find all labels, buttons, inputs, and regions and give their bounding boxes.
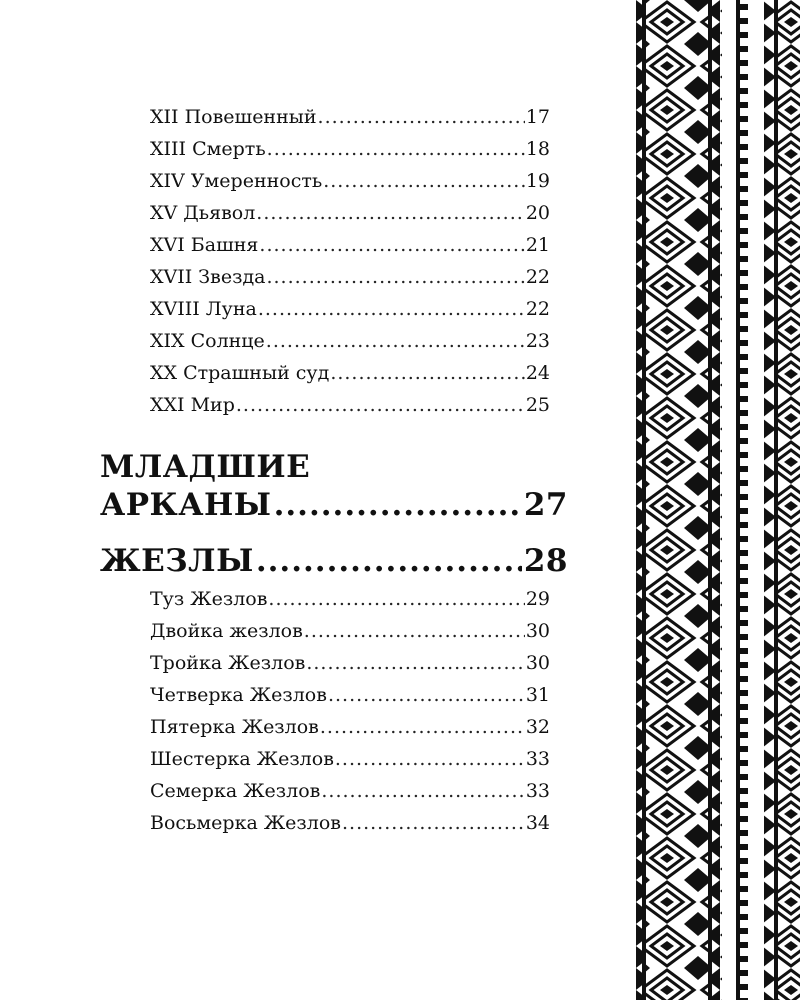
toc-entry-wands-three[interactable] [150, 649, 550, 677]
dot-leader [342, 809, 525, 837]
toc-entry-title: XV Дьявол [150, 202, 256, 224]
toc-entry-page: 18 [525, 138, 550, 160]
toc-entry-xviii[interactable] [150, 295, 550, 323]
dot-leader [259, 231, 524, 259]
toc-entry-xii[interactable] [150, 103, 550, 131]
toc-entry-page: 33 [525, 780, 550, 802]
toc-entry-xiii[interactable] [150, 135, 550, 163]
dot-leader [328, 681, 525, 709]
border-diamond-band [646, 0, 708, 1000]
dot-leader [266, 263, 524, 291]
toc-entry-title: Туз Жезлов [150, 588, 268, 610]
toc-entry-page: 31 [525, 684, 550, 706]
toc-entry-title: XVIII Луна [150, 298, 257, 320]
toc-entry-page: 22 [525, 298, 550, 320]
toc-entry-page: 33 [525, 748, 550, 770]
section-heading-line1: МЛАДШИЕ [100, 449, 311, 485]
toc-entry-title: XII Повешенный [150, 106, 317, 128]
dot-leader [306, 649, 524, 677]
toc-entry-xix[interactable] [150, 327, 550, 355]
section-heading-minor-arcana[interactable] [100, 448, 568, 524]
toc-entry-page: 29 [525, 588, 550, 610]
toc-entry-wands-two[interactable] [150, 617, 550, 645]
section-heading-line2: АРКАНЫ [100, 487, 272, 523]
dot-leader [268, 585, 524, 613]
toc-entry-title: XIII Смерть [150, 138, 266, 160]
toc-entry-page: 23 [525, 330, 550, 352]
dot-leader [267, 135, 525, 163]
toc-entry-title: XIX Солнце [150, 330, 265, 352]
toc-entry-page: 20 [525, 202, 550, 224]
toc-entry-xvii[interactable] [150, 263, 550, 291]
toc-entry-title: XVII Звезда [150, 266, 266, 288]
dot-leader [320, 713, 525, 741]
toc-entry-wands-seven[interactable] [150, 777, 550, 805]
toc-entry-title: XIV Умеренность [150, 170, 323, 192]
dot-leader [274, 486, 522, 524]
dot-leader [256, 199, 525, 227]
dot-leader [258, 295, 525, 323]
toc-entry-page: 25 [525, 394, 550, 416]
dot-leader [330, 359, 525, 387]
section-heading-title: ЖЕЗЛЫ [100, 543, 254, 579]
toc-entry-page: 32 [525, 716, 550, 738]
toc-entry-title: XX Страшный суд [150, 362, 330, 384]
dot-leader [304, 617, 525, 645]
toc-entry-xiv[interactable] [150, 167, 550, 195]
dot-leader [318, 103, 525, 131]
toc-entry-wands-eight[interactable] [150, 809, 550, 837]
toc-entry-wands-ace[interactable] [150, 585, 550, 613]
toc-entry-wands-six[interactable] [150, 745, 550, 773]
toc-entry-title: Пятерка Жезлов [150, 716, 319, 738]
toc-entry-xvi[interactable] [150, 231, 550, 259]
border-diamond-band-right [778, 0, 800, 1000]
dot-leader [256, 542, 522, 580]
toc-entry-title: XVI Башня [150, 234, 259, 256]
section-heading-page: 27 [523, 487, 568, 523]
toc-entry-wands-four[interactable] [150, 681, 550, 709]
toc-entry-title: XXI Мир [150, 394, 235, 416]
toc-entry-xv[interactable] [150, 199, 550, 227]
dot-leader [236, 391, 525, 419]
toc-entry-page: 21 [525, 234, 550, 256]
toc-entry-page: 19 [525, 170, 550, 192]
dot-leader [321, 777, 524, 805]
toc-entry-wands-five[interactable] [150, 713, 550, 741]
toc-entry-title: Двойка жезлов [150, 620, 303, 642]
section-heading-page: 28 [523, 543, 568, 579]
toc-entry-page: 24 [525, 362, 550, 384]
toc-entry-page: 30 [525, 652, 550, 674]
toc-entry-title: Тройка Жезлов [150, 652, 306, 674]
dot-leader [335, 745, 525, 773]
toc-entry-title: Восьмерка Жезлов [150, 812, 341, 834]
border-tick-column [740, 0, 748, 1000]
toc-entry-xx[interactable] [150, 359, 550, 387]
toc-entry-page: 34 [525, 812, 550, 834]
toc-entry-xxi[interactable] [150, 391, 550, 419]
dot-leader [323, 167, 525, 195]
toc-entry-title: Четверка Жезлов [150, 684, 327, 706]
toc-entry-page: 22 [525, 266, 550, 288]
toc-entry-page: 17 [525, 106, 550, 128]
dot-leader [266, 327, 525, 355]
decorative-border-pattern [636, 0, 800, 1000]
section-heading-wands[interactable] [100, 542, 568, 580]
toc-entry-title: Шестерка Жезлов [150, 748, 334, 770]
toc-entry-title: Семерка Жезлов [150, 780, 321, 802]
toc-entry-page: 30 [525, 620, 550, 642]
